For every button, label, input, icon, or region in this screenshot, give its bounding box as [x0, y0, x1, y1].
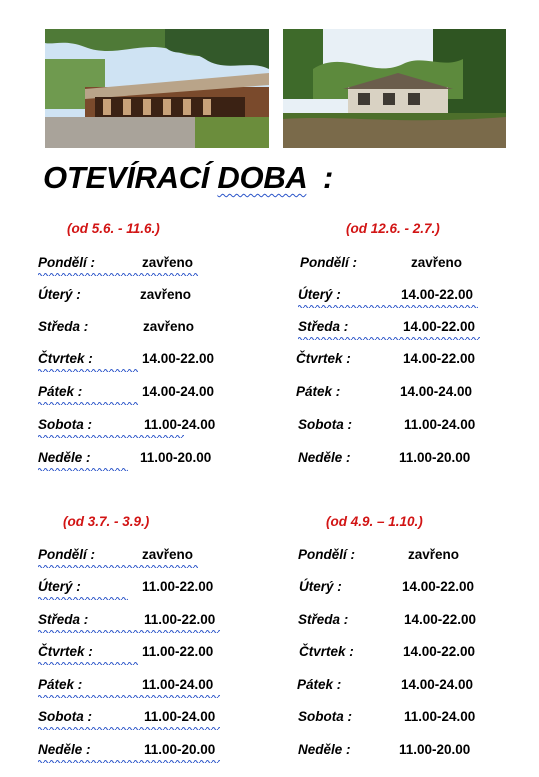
period-label-3: (od 3.7. - 3.9.)	[63, 514, 150, 529]
cottage-photo	[283, 29, 506, 148]
period-label-1: (od 5.6. - 11.6.)	[67, 221, 160, 236]
title-colon: :	[306, 160, 334, 195]
restaurant-building-photo	[45, 29, 269, 148]
period-label-4: (od 4.9. – 1.10.)	[326, 514, 423, 529]
title-word-doba: DOBA	[217, 160, 307, 195]
period-label-2: (od 12.6. - 2.7.)	[346, 221, 440, 236]
cottage-photo-icon	[283, 29, 506, 148]
page-title: OTEVÍRACÍ DOBA :	[43, 160, 334, 195]
building-photo-icon	[45, 29, 269, 148]
